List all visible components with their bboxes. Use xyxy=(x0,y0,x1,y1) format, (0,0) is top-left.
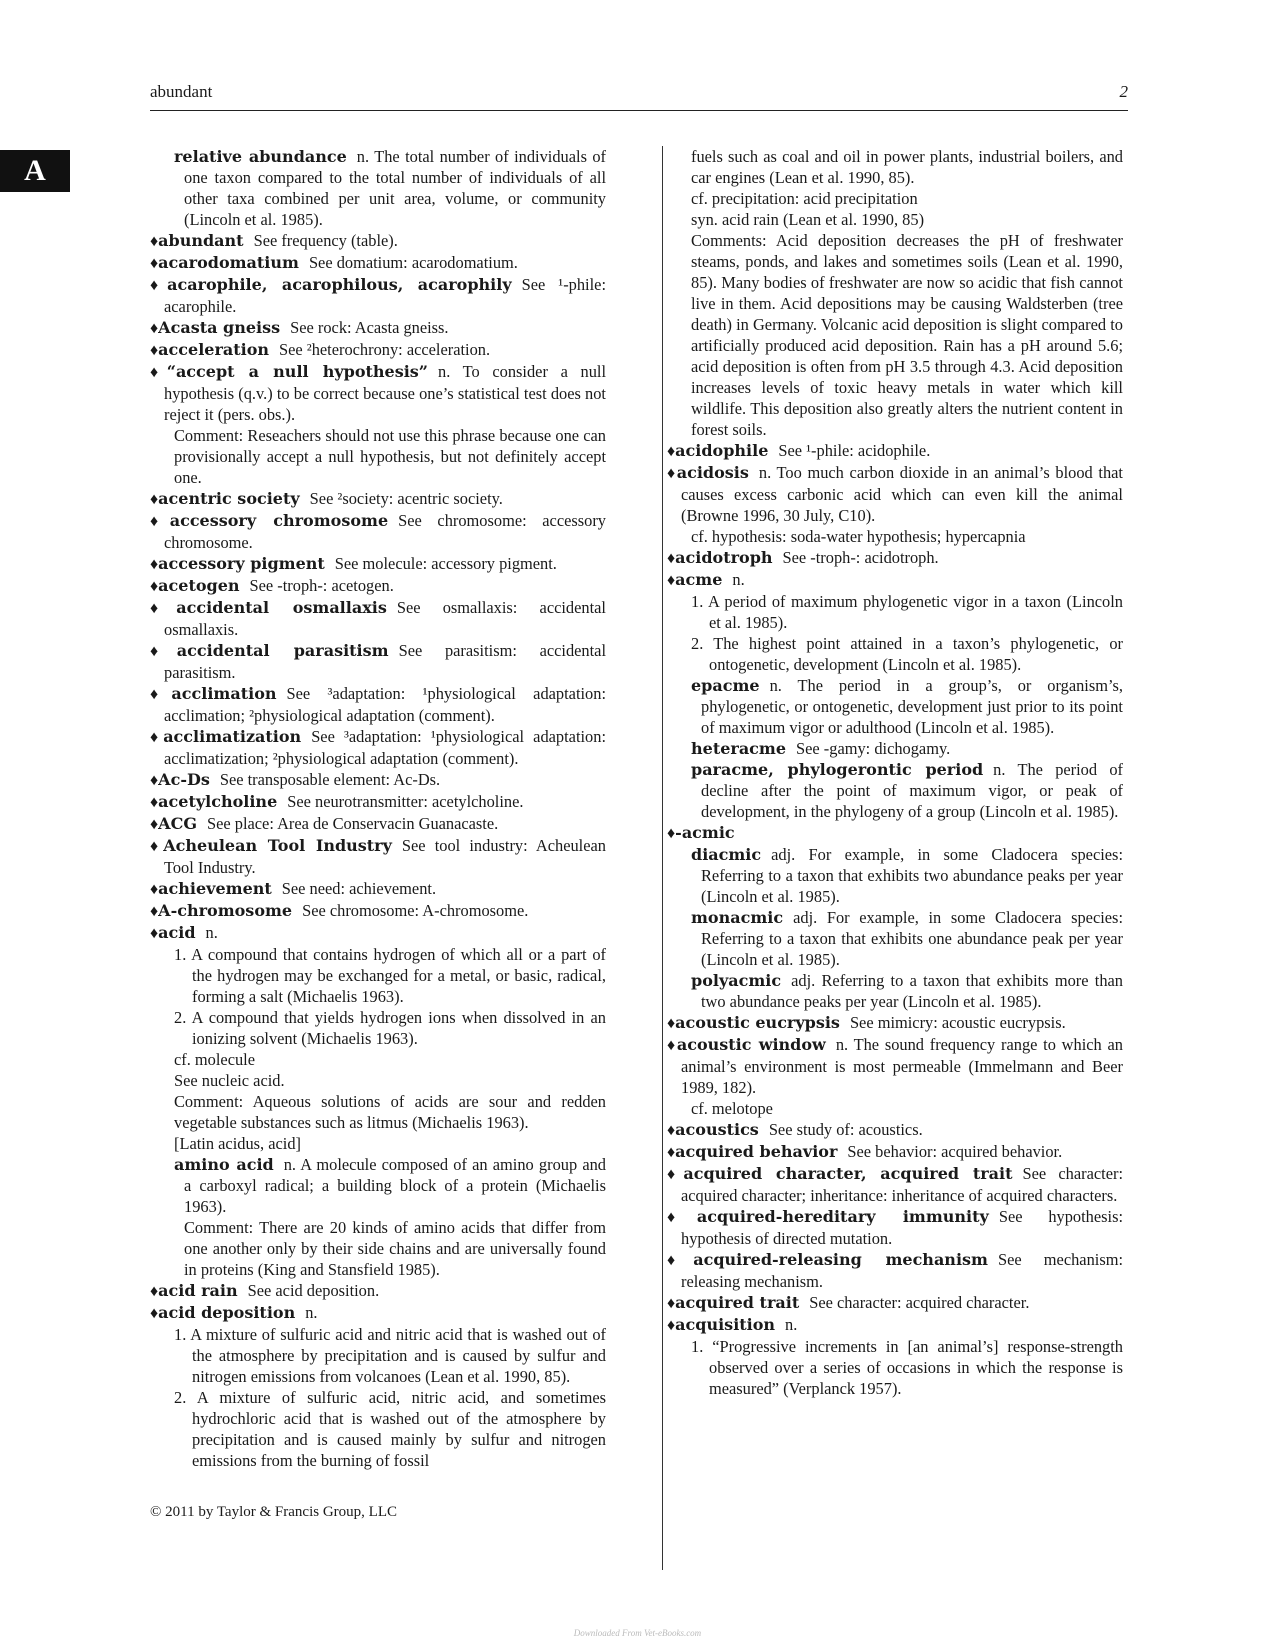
diamond-bullet-icon: ♦ xyxy=(150,925,159,942)
dictionary-entry xyxy=(667,230,1123,440)
dictionary-entry xyxy=(150,878,606,900)
headword: accidental parasitism xyxy=(176,641,389,660)
dictionary-entry xyxy=(150,683,606,726)
headword: acidophile xyxy=(675,441,769,460)
headword: acquired-hereditary immunity xyxy=(696,1207,989,1226)
definition-text: n. Too much carbon dioxide in an animal’s blood that causes excess carbonic acid which can even kill the animal (Browne 1996, 30 July, C10). xyxy=(681,463,1123,525)
headword: “accept a null hypothesis” xyxy=(166,362,429,381)
definition-text: n. xyxy=(205,923,218,942)
definition-text: See -gamy: dichogamy. xyxy=(796,739,951,758)
headword: acidotroph xyxy=(675,548,773,567)
diamond-bullet-icon: ♦ xyxy=(150,342,159,359)
diamond-bullet-icon: ♦ xyxy=(150,578,159,595)
definition-text: Comment: Aqueous solutions of acids are sour and redden vegetable substances such as litmus (Michaelis 1963). xyxy=(174,1092,606,1132)
diamond-bullet-icon: ♦ xyxy=(150,364,167,381)
definition-text: cf. precipitation: acid precipitation xyxy=(691,189,918,208)
headword: acme xyxy=(675,570,723,589)
running-head-word: abundant xyxy=(150,82,213,101)
definition-text: n. xyxy=(785,1315,798,1334)
definition-text: See acid deposition. xyxy=(247,1281,380,1300)
dictionary-entry xyxy=(150,274,606,317)
dictionary-entry xyxy=(150,339,606,361)
dictionary-entry xyxy=(667,1098,1123,1119)
headword: monacmic xyxy=(691,908,784,927)
definition-text: n. xyxy=(305,1303,318,1322)
headword: acid rain xyxy=(158,1281,238,1300)
definition-text: 2. A compound that yields hydrogen ions when dissolved in an ionizing solvent (Michaelis 1963). xyxy=(174,1008,606,1048)
diamond-bullet-icon: ♦ xyxy=(667,550,676,567)
dictionary-entry xyxy=(150,597,606,640)
dictionary-entry xyxy=(667,547,1123,569)
headword: acquired-releasing mechanism xyxy=(693,1250,988,1269)
diamond-bullet-icon: ♦ xyxy=(667,825,676,842)
definition-text: See ³adaptation: ¹physiological adaptation: acclimatization; ²physiological adaptation (comment). xyxy=(164,727,606,768)
dictionary-entry xyxy=(667,907,1123,970)
dictionary-entry xyxy=(150,230,606,252)
definition-text: See nucleic acid. xyxy=(174,1071,285,1090)
definition-text: n. The total number of individuals of one taxon compared to the total number of individuals of all other taxa combined per unit area, volume, or community (Lincoln et al. 1985). xyxy=(184,147,606,229)
definition-text: See ¹-phile: acidophile. xyxy=(778,441,931,460)
dictionary-entry xyxy=(150,1387,606,1471)
diamond-bullet-icon: ♦ xyxy=(150,491,159,508)
headword: acid xyxy=(158,923,196,942)
section-tab-letter: A xyxy=(0,150,70,192)
dictionary-entry xyxy=(150,1070,606,1091)
headword: Acasta gneiss xyxy=(158,318,281,337)
dictionary-entry xyxy=(150,922,606,944)
diamond-bullet-icon: ♦ xyxy=(150,513,170,530)
headword: epacme xyxy=(691,676,760,695)
diamond-bullet-icon: ♦ xyxy=(667,1252,694,1269)
dictionary-entry xyxy=(667,462,1123,526)
page-number: 2 xyxy=(1119,82,1128,101)
copyright-footer: © 2011 by Taylor & Francis Group, LLC xyxy=(150,1504,397,1520)
headword: Acheulean Tool Industry xyxy=(163,836,392,855)
definition-text: See study of: acoustics. xyxy=(768,1120,923,1139)
dictionary-entry xyxy=(667,633,1123,675)
diamond-bullet-icon: ♦ xyxy=(667,1015,676,1032)
diamond-bullet-icon: ♦ xyxy=(150,772,159,789)
headword: acoustics xyxy=(675,1120,759,1139)
dictionary-entry xyxy=(150,726,606,769)
definition-text: See molecule: accessory pigment. xyxy=(334,554,557,573)
dictionary-entry xyxy=(150,425,606,488)
dictionary-entry xyxy=(150,1007,606,1049)
dictionary-entry xyxy=(667,1163,1123,1206)
dictionary-entry xyxy=(150,769,606,791)
diamond-bullet-icon: ♦ xyxy=(150,255,159,272)
headword: acoustic eucrypsis xyxy=(675,1013,840,1032)
dictionary-entry xyxy=(667,1249,1123,1292)
diamond-bullet-icon: ♦ xyxy=(150,838,164,855)
definition-text: See hypothesis: hypothesis of directed mutation. xyxy=(681,1207,1124,1248)
definition-text: See -troph-: acetogen. xyxy=(249,576,394,595)
dictionary-entry xyxy=(150,1049,606,1070)
dictionary-entry xyxy=(150,900,606,922)
diamond-bullet-icon: ♦ xyxy=(667,465,677,482)
definition-text: cf. hypothesis: soda-water hypothesis; hypercapnia xyxy=(691,527,1026,546)
definition-text: n. A molecule composed of an amino group and a carboxyl radical; a building block of a protein (Michaelis 1963). xyxy=(184,1155,607,1216)
definition-text: [Latin acidus, acid] xyxy=(174,1134,301,1153)
diamond-bullet-icon: ♦ xyxy=(150,277,168,294)
definition-text: See osmallaxis: accidental osmallaxis. xyxy=(164,598,606,639)
diamond-bullet-icon: ♦ xyxy=(150,233,159,250)
dictionary-entry xyxy=(667,440,1123,462)
headword: acclimation xyxy=(171,684,277,703)
headword: acquired behavior xyxy=(675,1142,838,1161)
headword: acquired character, acquired trait xyxy=(683,1164,1013,1183)
dictionary-entry xyxy=(667,526,1123,547)
dictionary-entry xyxy=(667,970,1123,1012)
diamond-bullet-icon: ♦ xyxy=(150,1283,159,1300)
headword: acarophile, acarophilous, acarophily xyxy=(167,275,512,294)
dictionary-entry xyxy=(667,591,1123,633)
definition-text: 1. A mixture of sulfuric acid and nitric acid that is washed out of the atmosphere by precipitation and is caused by sulfur and nitrogen emissions from volcanoes (Lean et al. 1990, 85). xyxy=(174,1325,606,1386)
definition-text: See need: achievement. xyxy=(281,879,437,898)
definition-text: See chromosome: A-chromosome. xyxy=(302,901,529,920)
headword: acarodomatium xyxy=(158,253,299,272)
definition-text: See rock: Acasta gneiss. xyxy=(290,318,449,337)
diamond-bullet-icon: ♦ xyxy=(150,903,159,920)
headword: ACG xyxy=(158,814,197,833)
diamond-bullet-icon: ♦ xyxy=(667,1317,676,1334)
dictionary-entry xyxy=(150,317,606,339)
definition-text: See neurotransmitter: acetylcholine. xyxy=(287,792,524,811)
diamond-bullet-icon: ♦ xyxy=(150,643,177,660)
definition-text: n. xyxy=(732,570,745,589)
headword: paracme, phylogerontic period xyxy=(691,760,984,779)
definition-text: See ¹-phile: acarophile. xyxy=(164,275,606,316)
dictionary-entry xyxy=(150,835,606,878)
headword: polyacmic xyxy=(691,971,782,990)
dictionary-entry xyxy=(667,844,1123,907)
dictionary-entry xyxy=(667,1119,1123,1141)
definition-text: 2. The highest point attained in a taxon’s phylogenetic, or ontogenetic, development (Lincoln et al. 1985). xyxy=(691,634,1123,674)
definition-text: Comment: There are 20 kinds of amino acids that differ from one another only by their side chains and are universally found in proteins (King and Stansfield 1985). xyxy=(184,1218,606,1279)
headword: -acmic xyxy=(675,823,735,842)
headword: acentric society xyxy=(158,489,300,508)
diamond-bullet-icon: ♦ xyxy=(667,572,676,589)
headword: relative abundance xyxy=(174,147,347,166)
diamond-bullet-icon: ♦ xyxy=(150,320,159,337)
definition-text: See ²society: acentric society. xyxy=(309,489,503,508)
dictionary-entry xyxy=(150,252,606,274)
headword: accessory pigment xyxy=(158,554,325,573)
headword: accessory chromosome xyxy=(169,511,389,530)
dictionary-entry xyxy=(667,1206,1123,1249)
dictionary-entry xyxy=(667,146,1123,188)
diamond-bullet-icon: ♦ xyxy=(667,1122,676,1139)
dictionary-entry xyxy=(150,553,606,575)
diamond-bullet-icon: ♦ xyxy=(150,816,159,833)
dictionary-entry xyxy=(667,1336,1123,1399)
dictionary-entry xyxy=(150,813,606,835)
diamond-bullet-icon: ♦ xyxy=(150,729,164,746)
definition-text: n. The sound frequency range to which an animal’s environment is most permeable (Immelmann and Beer 1989, 182). xyxy=(681,1035,1123,1097)
headword: abundant xyxy=(158,231,244,250)
definition-text: 1. A compound that contains hydrogen of which all or a part of the hydrogen may be exchanged for a metal, or basic, radical, forming a salt (Michaelis 1963). xyxy=(174,945,606,1006)
dictionary-entry xyxy=(667,188,1123,209)
diamond-bullet-icon: ♦ xyxy=(667,1037,677,1054)
diamond-bullet-icon: ♦ xyxy=(667,443,676,460)
definition-text: adj. Referring to a taxon that exhibits more than two abundance peaks per year (Lincoln et al. 1985). xyxy=(701,971,1123,1011)
dictionary-entry xyxy=(667,569,1123,591)
dictionary-entry xyxy=(150,791,606,813)
dictionary-entry xyxy=(150,1302,606,1324)
definition-text: See ²heterochrony: acceleration. xyxy=(279,340,491,359)
definition-text: syn. acid rain (Lean et al. 1990, 85) xyxy=(691,210,925,229)
diamond-bullet-icon: ♦ xyxy=(150,556,159,573)
definition-text: See place: Area de Conservacin Guanacaste. xyxy=(206,814,499,833)
definition-text: See mechanism: releasing mechanism. xyxy=(681,1250,1123,1291)
definition-text: 1. “Progressive increments in [an animal’s] response-strength observed over a series of occasions in which the response is measured” (Verplanck 1957). xyxy=(691,1337,1123,1398)
dictionary-entry xyxy=(667,822,1123,844)
dictionary-entry xyxy=(150,1091,606,1133)
dictionary-entry xyxy=(667,1141,1123,1163)
watermark: Downloaded From Vet-eBooks.com xyxy=(573,1628,702,1638)
diamond-bullet-icon: ♦ xyxy=(150,881,159,898)
dictionary-entry xyxy=(667,738,1123,759)
definition-text: Comments: Acid deposition decreases the pH of freshwater steams, ponds, and lakes and sometimes soils (Lean et al. 1990, 85). Many bodies of freshwater are now so acidic that fish cannot live in them. Acid depositions may be causing Waldsterben (tree death) in Germany. Volcanic acid deposition is slight compared to artificially produced acid deposition. Rain has a pH around 5.6; acid deposition is often from pH 3.5 through 4.3. Acid deposition increases levels of toxic heavy metals in water which kill wildlife. This deposition also greatly alters the nutrient content in forest soils. xyxy=(691,231,1123,439)
definition-text: n. The period of decline after the point of maximum vigor, or peak of development, in the phylogeny of a group (Lincoln et al. 1985). xyxy=(701,760,1123,821)
dictionary-entry xyxy=(150,575,606,597)
headword: diacmic xyxy=(691,845,762,864)
diamond-bullet-icon: ♦ xyxy=(667,1144,676,1161)
definition-text: 1. A period of maximum phylogenetic vigor in a taxon (Lincoln et al. 1985). xyxy=(691,592,1123,632)
diamond-bullet-icon: ♦ xyxy=(150,600,177,617)
definition-text: n. To consider a null hypothesis (q.v.) to be correct because one’s statistical test does not reject it (pers. obs.). xyxy=(164,362,606,424)
dictionary-entry xyxy=(150,640,606,683)
definition-text: cf. molecule xyxy=(174,1050,256,1069)
headword: A-chromosome xyxy=(158,901,293,920)
headword: achievement xyxy=(158,879,272,898)
diamond-bullet-icon: ♦ xyxy=(150,686,172,703)
headword: acceleration xyxy=(158,340,270,359)
dictionary-entry xyxy=(667,675,1123,738)
headword: accidental osmallaxis xyxy=(176,598,387,617)
headword: acoustic window xyxy=(676,1035,826,1054)
definition-text: adj. For example, in some Cladocera species: Referring to a taxon that exhibits one abundance peak per year (Lincoln et al. 1985). xyxy=(701,908,1123,969)
headword: amino acid xyxy=(174,1155,274,1174)
definition-text: adj. For example, in some Cladocera species: Referring to a taxon that exhibits two abundance peaks per year (Lincoln et al. 1985). xyxy=(701,845,1123,906)
headword: acquisition xyxy=(675,1315,776,1334)
dictionary-entry xyxy=(667,1012,1123,1034)
headword: acidosis xyxy=(676,463,749,482)
definition-text: See mimicry: acoustic eucrypsis. xyxy=(849,1013,1066,1032)
definition-text: See chromosome: accessory chromosome. xyxy=(164,511,606,552)
definition-text: See transposable element: Ac-Ds. xyxy=(219,770,441,789)
headword: acetogen xyxy=(158,576,240,595)
definition-text: 2. A mixture of sulfuric acid, nitric acid, and sometimes hydrochloric acid that is washed out of the atmosphere by precipitation and is caused mainly by sulfur and nitrogen emissions from the burning of fossil xyxy=(174,1388,606,1470)
definition-text: See frequency (table). xyxy=(253,231,398,250)
column-divider xyxy=(662,146,663,1570)
left-column xyxy=(150,146,606,1471)
definition-text: See -troph-: acidotroph. xyxy=(782,548,939,567)
dictionary-entry xyxy=(150,1280,606,1302)
dictionary-entry xyxy=(150,944,606,1007)
definition-text: n. The period in a group’s, or organism’s, phylogenetic, or ontogenetic, development just prior to its point of maximum vigor or adulthood (Lincoln et al. 1985). xyxy=(701,676,1123,737)
dictionary-entry xyxy=(667,1292,1123,1314)
diamond-bullet-icon: ♦ xyxy=(150,794,159,811)
headword: acquired trait xyxy=(675,1293,800,1312)
definition-text: See ³adaptation: ¹physiological adaptation: acclimation; ²physiological adaptation (comment). xyxy=(164,684,606,725)
dictionary-entry xyxy=(150,1324,606,1387)
definition-text: fuels such as coal and oil in power plants, industrial boilers, and car engines (Lean et al. 1990, 85). xyxy=(691,147,1123,187)
dictionary-entry xyxy=(150,510,606,553)
definition-text: See tool industry: Acheulean Tool Industry. xyxy=(164,836,606,877)
dictionary-entry xyxy=(150,488,606,510)
dictionary-entry xyxy=(150,1154,606,1217)
definition-text: See behavior: acquired behavior. xyxy=(847,1142,1063,1161)
headword: heteracme xyxy=(691,739,787,758)
definition-text: cf. melotope xyxy=(691,1099,773,1118)
definition-text: Comment: Reseachers should not use this phrase because one can provisionally accept a null hypothesis, but not definitely accept one. xyxy=(174,426,606,487)
dictionary-entry xyxy=(667,759,1123,822)
diamond-bullet-icon: ♦ xyxy=(667,1166,684,1183)
dictionary-entry xyxy=(150,146,606,230)
dictionary-entry xyxy=(667,1034,1123,1098)
definition-text: See parasitism: accidental parasitism. xyxy=(164,641,607,682)
dictionary-entry xyxy=(667,209,1123,230)
headword: acetylcholine xyxy=(158,792,278,811)
definition-text: See domatium: acarodomatium. xyxy=(308,253,518,272)
dictionary-entry xyxy=(150,361,606,425)
running-header xyxy=(150,80,1128,111)
definition-text: See character: acquired character. xyxy=(809,1293,1030,1312)
headword: acclimatization xyxy=(163,727,302,746)
dictionary-entry xyxy=(150,1217,606,1280)
headword: Ac-Ds xyxy=(158,770,210,789)
definition-text: See character: acquired character; inheritance: inheritance of acquired characters. xyxy=(681,1164,1124,1205)
diamond-bullet-icon: ♦ xyxy=(150,1305,159,1322)
diamond-bullet-icon: ♦ xyxy=(667,1295,676,1312)
right-column xyxy=(667,146,1123,1399)
dictionary-entry xyxy=(667,1314,1123,1336)
dictionary-entry xyxy=(150,1133,606,1154)
headword: acid deposition xyxy=(158,1303,296,1322)
diamond-bullet-icon: ♦ xyxy=(667,1209,697,1226)
